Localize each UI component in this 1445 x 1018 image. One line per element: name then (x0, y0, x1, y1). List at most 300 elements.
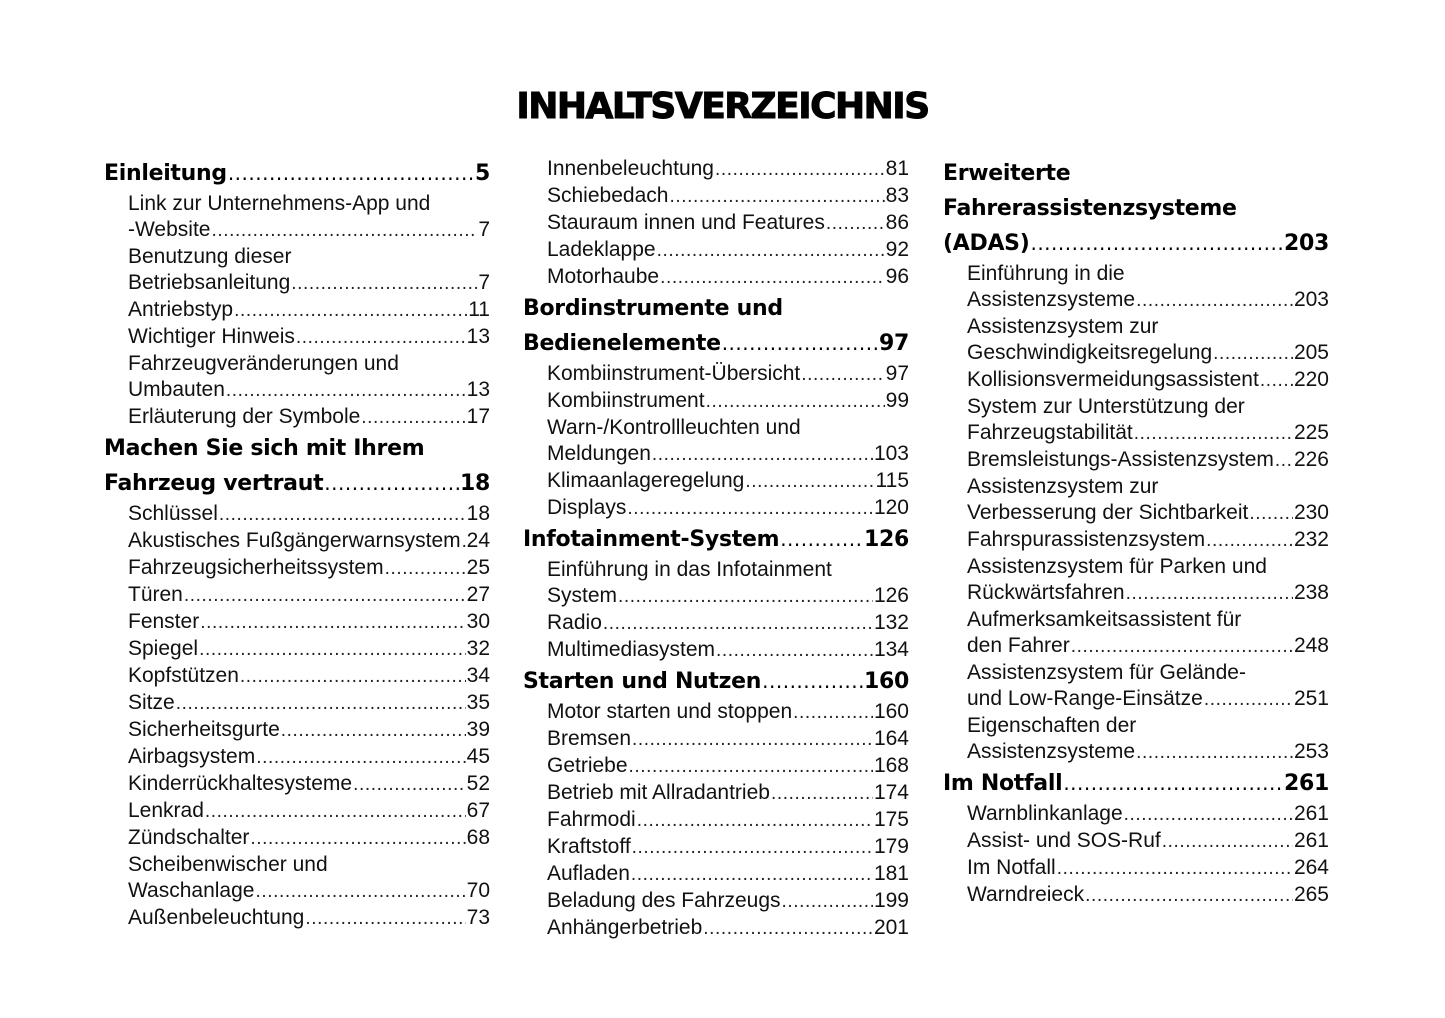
dot-leader (780, 522, 863, 557)
toc-section-heading[interactable] (943, 766, 1329, 801)
entry-page-number: 174 (873, 781, 909, 804)
toc-entry[interactable] (523, 726, 909, 753)
entry-title-row (128, 377, 490, 404)
entry-title-row (128, 555, 490, 582)
entry-title-row (967, 801, 1329, 828)
entry-title: Türen (128, 583, 183, 606)
toc-entry[interactable] (523, 237, 909, 264)
toc-entry[interactable] (943, 367, 1329, 394)
toc-entry[interactable] (104, 191, 490, 244)
entry-title: Im Notfall (967, 856, 1056, 879)
entry-title: Motor starten und stoppen (547, 700, 793, 723)
section-title: Infotainment-System (523, 527, 780, 552)
entry-title-row (547, 361, 909, 388)
dot-leader (234, 298, 467, 324)
section-title: (ADAS) (943, 231, 1030, 256)
dot-leader (240, 664, 466, 690)
entry-title: Bremsleistungs-Assistenzsystem (967, 448, 1274, 471)
entry-title-row (547, 210, 909, 237)
entry-title-row (967, 420, 1329, 447)
dot-leader (1063, 766, 1283, 801)
entry-page-number: 73 (466, 906, 490, 929)
dot-leader (706, 389, 885, 415)
entry-title: den Fahrer (967, 634, 1070, 657)
entry-title: Spiegel (128, 637, 199, 660)
entry-page-number: 13 (466, 378, 490, 401)
entry-page-number: 99 (885, 389, 909, 412)
entry-title: Waschanlage (128, 879, 255, 902)
entry-page-number: 67 (466, 799, 490, 822)
entry-page-number: 115 (875, 469, 909, 492)
dot-leader (1030, 226, 1283, 261)
entry-title-row (967, 340, 1329, 367)
toc-entry[interactable] (104, 771, 490, 798)
toc-entry[interactable] (523, 388, 909, 415)
dot-leader (793, 700, 873, 726)
entry-title-row (547, 468, 909, 495)
section-title-row (104, 466, 490, 501)
section-page-number: 261 (1283, 771, 1329, 796)
entry-title-row (967, 287, 1329, 314)
entry-title: Lenkrad (128, 799, 204, 822)
dot-leader (627, 496, 873, 522)
dot-leader (632, 727, 873, 753)
dot-leader (745, 469, 874, 495)
entry-title: Fahrmodi (547, 808, 636, 831)
dot-leader (1249, 501, 1293, 527)
entry-page-number: 27 (466, 583, 490, 606)
entry-title: Erläuterung der Symbole (128, 405, 361, 428)
entry-page-number: 232 (1293, 528, 1329, 551)
toc-entry[interactable] (943, 607, 1329, 660)
entry-page-number: 203 (1293, 288, 1329, 311)
entry-title: Antriebstyp (128, 298, 234, 321)
entry-title-row (967, 882, 1329, 909)
entry-page-number: 261 (1293, 802, 1329, 825)
toc-section-heading[interactable] (523, 291, 909, 361)
entry-page-number: 7 (478, 271, 490, 294)
entry-title: System (547, 584, 618, 607)
entry-page-number: 13 (466, 325, 490, 348)
entry-page-number: 265 (1293, 883, 1329, 906)
entry-title: Airbagsystem (128, 745, 256, 768)
entry-title: Getriebe (547, 754, 628, 777)
entry-title: Stauraum innen und Features (547, 211, 825, 234)
dot-leader (184, 583, 466, 609)
toc-entry[interactable] (104, 636, 490, 663)
entry-title-row (547, 183, 909, 210)
toc-entry[interactable] (104, 744, 490, 771)
entry-title-row (547, 388, 909, 415)
entry-page-number: 92 (885, 238, 909, 261)
toc-entry[interactable] (104, 297, 490, 324)
entry-title: Motorhaube (547, 265, 660, 288)
dot-leader (762, 664, 863, 699)
toc-section-heading[interactable] (104, 431, 490, 501)
entry-title-row (547, 699, 909, 726)
toc-entry[interactable] (943, 855, 1329, 882)
entry-title: Assistenzsysteme (967, 288, 1136, 311)
entry-title-row (967, 580, 1329, 607)
entry-title: und Low-Range-Einsätze (967, 687, 1203, 710)
toc-entry[interactable] (523, 557, 909, 610)
dot-leader (1260, 368, 1293, 394)
entry-title-row (128, 905, 490, 932)
dot-leader (722, 326, 878, 361)
entry-title-row (967, 739, 1329, 766)
toc-entry[interactable] (523, 807, 909, 834)
entry-title: Assistenzsysteme (967, 740, 1136, 763)
entry-title-line: Assistenzsystem für Gelände- (967, 661, 1246, 684)
toc-entry[interactable] (104, 663, 490, 690)
entry-page-number: 30 (466, 610, 490, 633)
section-title-line: Machen Sie sich mit Ihrem (104, 436, 425, 461)
dot-leader (228, 156, 474, 191)
entry-title-line: Fahrzeugveränderungen und (128, 352, 399, 375)
dot-leader (618, 584, 873, 610)
entry-page-number: 25 (466, 556, 490, 579)
entry-title-row (128, 501, 490, 528)
entry-title-row (967, 855, 1329, 882)
toc-entry[interactable] (943, 314, 1329, 367)
dot-leader (1085, 883, 1293, 909)
toc-section-heading[interactable] (523, 664, 909, 699)
entry-title-row (128, 717, 490, 744)
dot-leader (1057, 856, 1293, 882)
entry-title: -Website (128, 218, 211, 241)
entry-page-number: 45 (466, 745, 490, 768)
entry-title: Schlüssel (128, 502, 218, 525)
toc-entry[interactable] (943, 447, 1329, 474)
toc-entry[interactable] (104, 501, 490, 528)
toc-entry[interactable] (943, 394, 1329, 447)
toc-entry[interactable] (104, 852, 490, 905)
toc-entry[interactable] (943, 801, 1329, 828)
entry-title-row (547, 610, 909, 637)
entry-title: Sicherheitsgurte (128, 718, 280, 741)
entry-page-number: 83 (885, 184, 909, 207)
entry-title-row (128, 528, 490, 555)
entry-title: Meldungen (547, 442, 651, 465)
entry-title-line: Warn-/Kontrollleuchten und (547, 416, 801, 439)
entry-page-number: 120 (873, 496, 909, 519)
entry-page-number: 225 (1293, 421, 1329, 444)
entry-page-number: 226 (1293, 448, 1329, 471)
entry-page-number: 181 (873, 862, 909, 885)
toc-entry[interactable] (523, 264, 909, 291)
entry-title-row (128, 217, 490, 244)
entry-page-number: 251 (1293, 687, 1329, 710)
entry-page-number: 103 (873, 442, 909, 465)
entry-page-number: 7 (478, 218, 490, 241)
toc-entry[interactable] (943, 554, 1329, 607)
dot-leader (657, 238, 885, 264)
entry-title: Fahrzeugsicherheitssystem (128, 556, 384, 579)
section-title-row (943, 226, 1329, 261)
toc-entry[interactable] (104, 244, 490, 297)
entry-page-number: 205 (1293, 341, 1329, 364)
dot-leader (715, 157, 885, 183)
entry-title-row (547, 237, 909, 264)
dot-leader (1136, 288, 1293, 314)
entry-title-row (547, 915, 909, 942)
entry-title-row (547, 264, 909, 291)
toc-entry[interactable] (523, 361, 909, 388)
entry-title-row (128, 744, 490, 771)
entry-title: Displays (547, 496, 627, 519)
toc-entry[interactable] (943, 527, 1329, 554)
entry-page-number: 201 (873, 916, 909, 939)
toc-entry[interactable] (523, 699, 909, 726)
dot-leader (669, 184, 884, 210)
toc-entry[interactable] (104, 404, 490, 431)
entry-title-row (967, 828, 1329, 855)
toc-column-1 (104, 156, 490, 932)
entry-title-row (128, 297, 490, 324)
dot-leader (226, 378, 466, 404)
entry-page-number: 70 (466, 879, 490, 902)
dot-leader (660, 265, 885, 291)
entry-title-row (967, 686, 1329, 713)
section-title: Im Notfall (943, 771, 1063, 796)
dot-leader (603, 611, 873, 637)
toc-entry[interactable] (523, 888, 909, 915)
entry-title-line: Benutzung dieser (128, 245, 292, 268)
dot-leader (1162, 829, 1293, 855)
dot-leader (296, 325, 466, 351)
toc-entry[interactable] (523, 861, 909, 888)
dot-leader (291, 271, 477, 297)
entry-page-number: 52 (466, 772, 490, 795)
entry-title-row (128, 825, 490, 852)
toc-entry[interactable] (943, 882, 1329, 909)
section-title: Starten und Nutzen (523, 669, 762, 694)
entry-page-number: 35 (466, 691, 490, 714)
dot-leader (826, 211, 885, 237)
entry-title-row (967, 500, 1329, 527)
entry-title: Radio (547, 611, 602, 634)
entry-page-number: 220 (1293, 368, 1329, 391)
toc-entry[interactable] (104, 717, 490, 744)
dot-leader (1134, 421, 1293, 447)
entry-page-number: 264 (1293, 856, 1329, 879)
entry-page-number: 238 (1293, 581, 1329, 604)
toc-entry[interactable] (104, 609, 490, 636)
entry-title: Kombiinstrument (547, 389, 705, 412)
entry-title: Rückwärtsfahren (967, 581, 1125, 604)
entry-page-number: 168 (873, 754, 909, 777)
dot-leader (219, 502, 466, 528)
toc-column-2 (523, 156, 909, 942)
entry-page-number: 11 (468, 298, 490, 321)
entry-title: Ladeklappe (547, 238, 656, 261)
toc-entry[interactable] (523, 753, 909, 780)
entry-title: Multimediasystem (547, 638, 716, 661)
entry-page-number: 97 (885, 362, 909, 385)
dot-leader (255, 879, 465, 905)
entry-title: Kraftstoff (547, 835, 631, 858)
entry-title: Geschwindigkeitsregelung (967, 341, 1213, 364)
dot-leader (361, 405, 465, 431)
entry-title-row (547, 441, 909, 468)
entry-title: Verbesserung der Sichtbarkeit (967, 501, 1249, 524)
entry-title: Beladung des Fahrzeugs (547, 889, 781, 912)
entry-page-number: 179 (873, 835, 909, 858)
dot-leader (631, 862, 873, 888)
entry-page-number: 24 (466, 529, 490, 552)
toc-entry[interactable] (523, 415, 909, 468)
entry-title-row (128, 324, 490, 351)
dot-leader (199, 637, 466, 663)
entry-page-number: 126 (873, 584, 909, 607)
toc-entry[interactable] (523, 468, 909, 495)
entry-title-row (547, 861, 909, 888)
toc-entry[interactable] (104, 555, 490, 582)
section-page-number: 97 (878, 331, 909, 356)
dot-leader (462, 529, 466, 555)
entry-page-number: 164 (873, 727, 909, 750)
entry-title-row (967, 367, 1329, 394)
section-title-line: Erweiterte (943, 161, 1071, 186)
toc-entry[interactable] (523, 637, 909, 664)
toc-entry[interactable] (523, 780, 909, 807)
dot-leader (632, 835, 873, 861)
entry-page-number: 134 (873, 638, 909, 661)
entry-page-number: 81 (885, 157, 909, 180)
entry-title: Kinderrückhaltesysteme (128, 772, 353, 795)
entry-title-row (547, 726, 909, 753)
entry-title-row (128, 582, 490, 609)
dot-leader (1204, 687, 1293, 713)
entry-page-number: 248 (1293, 634, 1329, 657)
entry-title: Sitze (128, 691, 175, 714)
toc-entry[interactable] (523, 156, 909, 183)
dot-leader (176, 691, 466, 717)
toc-entry[interactable] (104, 582, 490, 609)
toc-entry[interactable] (943, 713, 1329, 766)
entry-title-row (128, 771, 490, 798)
dot-leader (1275, 448, 1293, 474)
entry-title: Innenbeleuchtung (547, 157, 714, 180)
entry-title: Aufladen (547, 862, 630, 885)
toc-entry[interactable] (104, 825, 490, 852)
entry-title: Warnblinkanlage (967, 802, 1123, 825)
section-title-row (523, 522, 909, 557)
entry-page-number: 32 (466, 637, 490, 660)
toc-entry[interactable] (523, 915, 909, 942)
page-title: INHALTSVERZEICHNIS (516, 86, 929, 127)
entry-title-row (128, 270, 490, 297)
dot-leader (1206, 528, 1293, 554)
entry-title-row (128, 798, 490, 825)
dot-leader (1136, 740, 1293, 766)
dot-leader (250, 826, 465, 852)
entry-title-row (128, 690, 490, 717)
toc-column-3 (943, 156, 1329, 909)
toc-entry[interactable] (523, 495, 909, 522)
entry-title-row (967, 447, 1329, 474)
section-title-row (523, 664, 909, 699)
dot-leader (1213, 341, 1293, 367)
toc-entry[interactable] (943, 828, 1329, 855)
entry-title: Kopfstützen (128, 664, 239, 687)
dot-leader (782, 889, 873, 915)
entry-title-row (967, 527, 1329, 554)
entry-title: Assist- und SOS-Ruf (967, 829, 1161, 852)
entry-title-row (547, 888, 909, 915)
toc-entry[interactable] (104, 351, 490, 404)
toc-entry[interactable] (943, 261, 1329, 314)
entry-title: Zündschalter (128, 826, 250, 849)
entry-title-line: Link zur Unternehmens-App und (128, 192, 431, 215)
entry-title-row (128, 404, 490, 431)
entry-title: Anhängerbetrieb (547, 916, 703, 939)
dot-leader (716, 638, 873, 664)
section-page-number: 18 (459, 471, 490, 496)
entry-page-number: 230 (1293, 501, 1329, 524)
entry-page-number: 132 (873, 611, 909, 634)
entry-title-line: Einführung in die (967, 262, 1125, 285)
dot-leader (281, 718, 466, 744)
entry-title-line: Aufmerksamkeitsassistent für (967, 608, 1242, 631)
toc-entry[interactable] (104, 528, 490, 555)
toc-entry[interactable] (523, 834, 909, 861)
toc-entry[interactable] (523, 183, 909, 210)
dot-leader (1126, 581, 1293, 607)
entry-title-line: Assistenzsystem zur (967, 315, 1159, 338)
section-title-line: Fahrerassistenzsysteme (943, 196, 1237, 221)
entry-title: Betriebsanleitung (128, 271, 291, 294)
entry-page-number: 17 (466, 405, 490, 428)
entry-title-line: Assistenzsystem zur (967, 475, 1159, 498)
toc-entry[interactable] (104, 905, 490, 932)
entry-title: Warndreieck (967, 883, 1085, 906)
section-page-number: 126 (863, 527, 909, 552)
entry-title-row (967, 633, 1329, 660)
toc-entry[interactable] (523, 210, 909, 237)
section-title: Bedienelemente (523, 331, 721, 356)
section-title: Einleitung (104, 161, 227, 186)
entry-title-row (128, 609, 490, 636)
section-page-number: 160 (863, 669, 909, 694)
entry-page-number: 86 (885, 211, 909, 234)
toc-section-heading[interactable] (104, 156, 490, 191)
dot-leader (801, 362, 884, 388)
toc-section-heading[interactable] (523, 522, 909, 557)
entry-title-line: Scheibenwischer und (128, 853, 328, 876)
toc-entry[interactable] (943, 474, 1329, 527)
toc-entry[interactable] (104, 798, 490, 825)
entry-title-line: Eigenschaften der (967, 714, 1137, 737)
entry-page-number: 253 (1293, 740, 1329, 763)
dot-leader (324, 466, 459, 501)
toc-entry[interactable] (104, 690, 490, 717)
section-title-row (943, 766, 1329, 801)
entry-title-row (547, 753, 909, 780)
toc-entry[interactable] (523, 610, 909, 637)
entry-page-number: 175 (873, 808, 909, 831)
entry-title: Schiebedach (547, 184, 669, 207)
entry-title: Wichtiger Hinweis (128, 325, 295, 348)
toc-section-heading[interactable] (943, 156, 1329, 261)
entry-title-row (547, 637, 909, 664)
entry-title-row (547, 807, 909, 834)
toc-entry[interactable] (943, 660, 1329, 713)
section-page-number: 5 (474, 161, 490, 186)
toc-entry[interactable] (104, 324, 490, 351)
entry-page-number: 261 (1293, 829, 1329, 852)
dot-leader (703, 916, 873, 942)
